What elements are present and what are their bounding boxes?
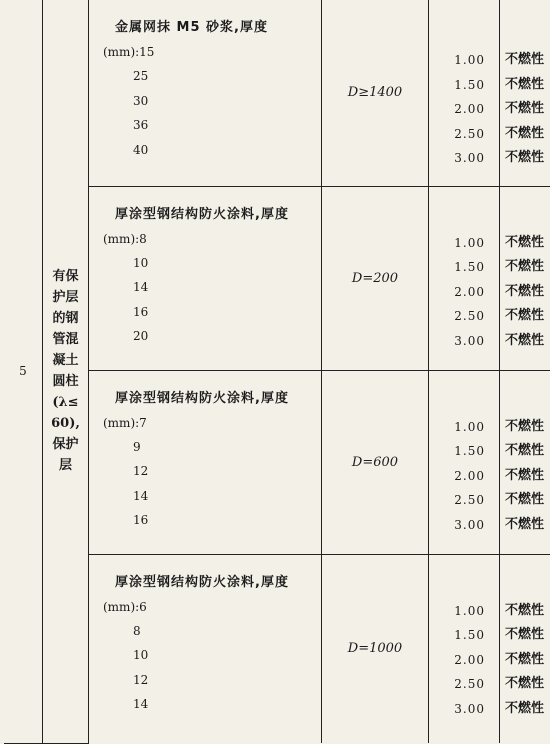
thickness-value: 30 — [103, 89, 321, 114]
combustibility-value: 不燃性 — [500, 97, 550, 122]
fire-resistance-cell — [429, 370, 500, 554]
fire-resistance-value: 3.00 — [429, 513, 499, 538]
combustibility-value: 不燃性 — [500, 73, 550, 98]
combustibility-value: 不燃性 — [500, 513, 550, 538]
protection-description-cell — [89, 370, 322, 554]
combustibility-cell — [500, 554, 550, 743]
thickness-value: 10 — [103, 643, 321, 668]
fire-resistance-value: 2.00 — [429, 280, 499, 305]
thickness-unit-first: (mm):15 — [103, 40, 321, 64]
combustibility-cell — [500, 186, 550, 370]
fire-resistance-value: 1.50 — [429, 439, 499, 464]
row-number: 5 — [19, 364, 27, 378]
protection-description-cell — [89, 554, 322, 743]
combustibility-value: 不燃性 — [500, 623, 550, 648]
component-name-line: (λ≤ — [43, 392, 88, 413]
combustibility-value: 不燃性 — [500, 488, 550, 513]
protection-description-cell — [89, 0, 322, 186]
combustibility-value: 不燃性 — [500, 122, 550, 147]
thickness-unit-first: (mm):8 — [103, 227, 321, 251]
combustibility-value: 不燃性 — [500, 146, 550, 171]
thickness-value: 36 — [103, 113, 321, 138]
fire-resistance-cell — [429, 186, 500, 370]
protection-description-cell — [89, 186, 322, 370]
fire-resistance-value: 1.00 — [429, 415, 499, 440]
component-name-line: 层 — [43, 455, 88, 476]
protection-title: 厚涂型钢结构防火涂料,厚度 — [103, 571, 321, 595]
combustibility-value: 不燃性 — [500, 672, 550, 697]
combustibility-value: 不燃性 — [500, 464, 550, 489]
fire-resistance-value: 1.50 — [429, 623, 499, 648]
fire-resistance-value: 2.00 — [429, 648, 499, 673]
protection-title: 厚涂型钢结构防火涂料,厚度 — [103, 203, 321, 227]
combustibility-value: 不燃性 — [500, 231, 550, 256]
thickness-value: 14 — [103, 484, 321, 509]
combustibility-value: 不燃性 — [500, 415, 550, 440]
fire-resistance-value: 2.00 — [429, 464, 499, 489]
row-number-cell — [4, 0, 43, 743]
dimension-cell — [322, 186, 429, 370]
fire-resistance-value: 3.00 — [429, 329, 499, 354]
thickness-value: 14 — [103, 692, 321, 717]
thickness-value: 10 — [103, 251, 321, 276]
thickness-value: 12 — [103, 459, 321, 484]
combustibility-cell — [500, 0, 550, 186]
combustibility-value: 不燃性 — [500, 329, 550, 354]
dimension-value: D=600 — [352, 455, 398, 470]
thickness-value: 25 — [103, 64, 321, 89]
component-name-line: 有保 — [43, 266, 88, 287]
fire-resistance-value: 2.50 — [429, 672, 499, 697]
thickness-value: 14 — [103, 275, 321, 300]
fire-resistance-value: 1.00 — [429, 599, 499, 624]
protection-title: 金属网抹 M5 砂浆,厚度 — [103, 16, 321, 40]
combustibility-value: 不燃性 — [500, 304, 550, 329]
component-name-line: 凝土 — [43, 350, 88, 371]
thickness-value: 9 — [103, 435, 321, 460]
dimension-value: D=1000 — [348, 641, 402, 656]
fire-resistance-value: 2.50 — [429, 304, 499, 329]
dimension-value: D≥1400 — [348, 85, 402, 100]
thickness-value: 16 — [103, 508, 321, 533]
fire-resistance-value: 2.50 — [429, 488, 499, 513]
dimension-cell — [322, 0, 429, 186]
fire-resistance-cell — [429, 0, 500, 186]
fire-resistance-value: 3.00 — [429, 697, 499, 722]
combustibility-value: 不燃性 — [500, 648, 550, 673]
component-name-cell — [43, 0, 89, 743]
thickness-value: 20 — [103, 324, 321, 349]
fire-resistance-value: 2.50 — [429, 122, 499, 147]
component-name-line: 保护 — [43, 434, 88, 455]
fire-resistance-value: 1.50 — [429, 255, 499, 280]
component-name-line: 60), — [43, 413, 88, 434]
table-row — [4, 0, 550, 186]
combustibility-value: 不燃性 — [500, 48, 550, 73]
fire-resistance-value: 1.50 — [429, 73, 499, 98]
thickness-value: 12 — [103, 668, 321, 693]
thickness-unit-first: (mm):6 — [103, 595, 321, 619]
fire-resistance-value: 1.00 — [429, 231, 499, 256]
protection-title: 厚涂型钢结构防火涂料,厚度 — [103, 387, 321, 411]
thickness-value: 40 — [103, 138, 321, 163]
fire-resistance-value: 1.00 — [429, 48, 499, 73]
fire-resistance-value: 2.00 — [429, 97, 499, 122]
dimension-value: D=200 — [352, 271, 398, 286]
dimension-cell — [322, 370, 429, 554]
thickness-value: 16 — [103, 300, 321, 325]
component-name-line: 的钢 — [43, 308, 88, 329]
combustibility-value: 不燃性 — [500, 439, 550, 464]
dimension-cell — [322, 554, 429, 743]
combustibility-value: 不燃性 — [500, 255, 550, 280]
component-name-line: 圆柱 — [43, 371, 88, 392]
thickness-unit-first: (mm):7 — [103, 411, 321, 435]
spec-table — [4, 0, 550, 744]
fire-resistance-value: 3.00 — [429, 146, 499, 171]
thickness-value: 8 — [103, 619, 321, 644]
component-name-line: 管混 — [43, 329, 88, 350]
combustibility-value: 不燃性 — [500, 280, 550, 305]
combustibility-value: 不燃性 — [500, 697, 550, 722]
fire-resistance-cell — [429, 554, 500, 743]
combustibility-value: 不燃性 — [500, 599, 550, 624]
combustibility-cell — [500, 370, 550, 554]
component-name-line: 护层 — [43, 287, 88, 308]
